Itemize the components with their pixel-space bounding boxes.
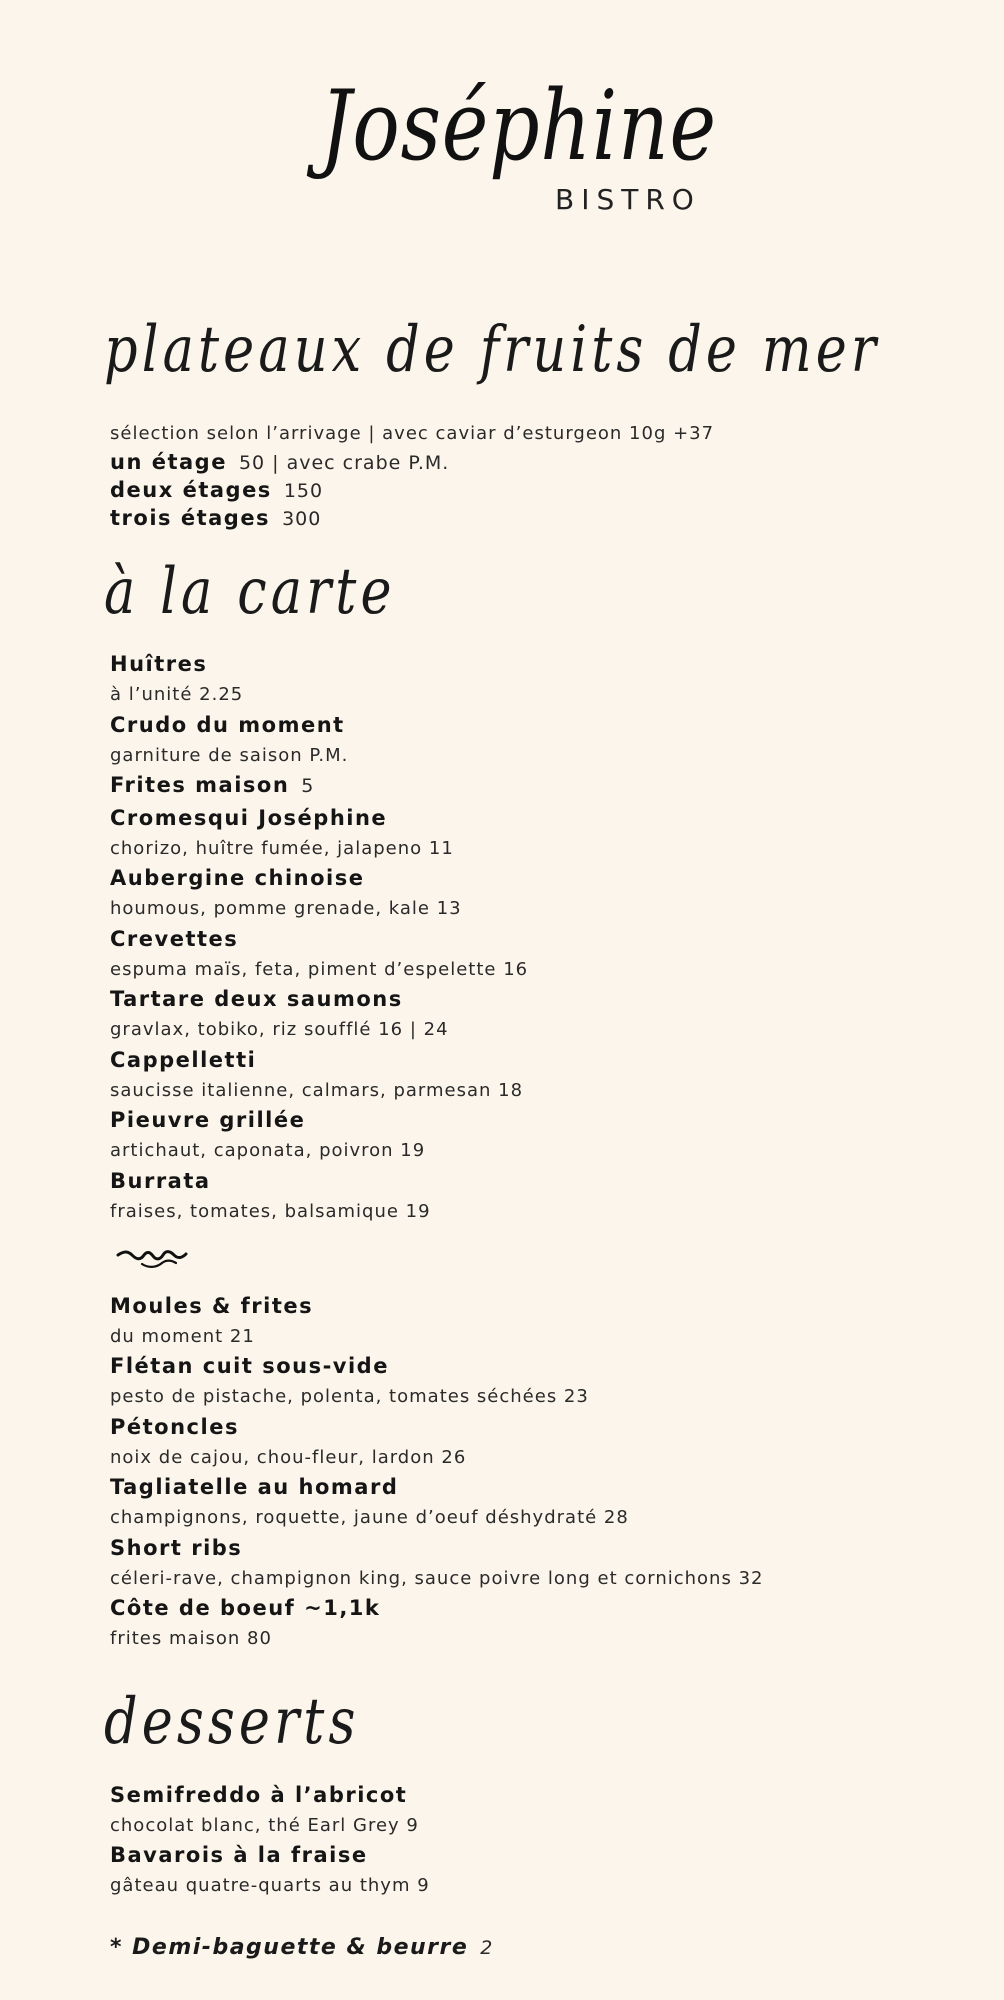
section-title-plateaux: plateaux de fruits de mer <box>104 313 881 387</box>
item-desc: à l’unité 2.25 <box>110 684 244 705</box>
footnote <box>110 1935 493 1960</box>
item-name: Côte de boeuf ~1,1k <box>110 1596 381 1620</box>
wave-icon <box>116 1243 188 1273</box>
footnote-price: 2 <box>480 1937 494 1959</box>
item-name: Aubergine chinoise <box>110 866 365 890</box>
logo-subtitle: BISTRO <box>555 183 701 216</box>
menu-item <box>110 450 449 474</box>
item-name: Huîtres <box>110 652 208 676</box>
item-desc: houmous, pomme grenade, kale 13 <box>110 898 462 919</box>
item-desc: artichaut, caponata, poivron 19 <box>110 1140 426 1161</box>
item-name: Pétoncles <box>110 1415 239 1439</box>
section-title-carte: à la carte <box>104 555 396 629</box>
menu-item <box>110 506 321 530</box>
item-desc: garniture de saison P.M. <box>110 745 349 766</box>
item-desc: chocolat blanc, thé Earl Grey 9 <box>110 1815 419 1836</box>
item-desc: espuma maïs, feta, piment d’espelette 16 <box>110 959 529 980</box>
section-title-desserts: desserts <box>104 1685 360 1759</box>
item-name: Semifreddo à l’abricot <box>110 1783 408 1807</box>
item-desc: céleri-rave, champignon king, sauce poivre long et cornichons 32 <box>110 1568 764 1589</box>
item-name: Crevettes <box>110 927 239 951</box>
item-desc: gâteau quatre-quarts au thym 9 <box>110 1875 430 1896</box>
item-name: Moules & frites <box>110 1294 314 1318</box>
item-name: trois étages <box>110 506 271 530</box>
item-name: Cappelletti <box>110 1048 257 1072</box>
menu-item <box>110 478 323 502</box>
item-desc: chorizo, huître fumée, jalapeno 11 <box>110 838 454 859</box>
item-name: Burrata <box>110 1169 211 1193</box>
item-desc: frites maison 80 <box>110 1628 272 1649</box>
item-name: Bavarois à la fraise <box>110 1843 368 1867</box>
item-desc: gravlax, tobiko, riz soufflé 16 | 24 <box>110 1019 449 1040</box>
logo-script: Joséphine <box>320 70 717 182</box>
item-price: 150 <box>283 480 324 502</box>
menu-item <box>110 773 314 797</box>
item-price: 5 <box>301 775 315 797</box>
item-name: Cromesqui Joséphine <box>110 806 388 830</box>
item-name: Tagliatelle au homard <box>110 1475 399 1499</box>
item-name: Short ribs <box>110 1536 243 1560</box>
item-name: Tartare deux saumons <box>110 987 403 1011</box>
item-desc: noix de cajou, chou-fleur, lardon 26 <box>110 1447 467 1468</box>
item-desc: champignons, roquette, jaune d’oeuf déshydraté 28 <box>110 1507 629 1528</box>
item-desc: fraises, tomates, balsamique 19 <box>110 1201 431 1222</box>
item-name: Frites maison <box>110 773 290 797</box>
item-name: un étage <box>110 450 227 474</box>
item-name: Pieuvre grillée <box>110 1108 306 1132</box>
item-name: Crudo du moment <box>110 713 345 737</box>
item-desc: du moment 21 <box>110 1326 255 1347</box>
plateaux-intro: sélection selon l’arrivage | avec caviar d’esturgeon 10g +37 <box>110 423 715 444</box>
item-name: deux étages <box>110 478 272 502</box>
item-name: Flétan cuit sous-vide <box>110 1354 389 1378</box>
restaurant-logo <box>320 38 717 278</box>
item-price: 50 | avec crabe P.M. <box>238 452 450 474</box>
item-desc: pesto de pistache, polenta, tomates séchées 23 <box>110 1386 589 1407</box>
item-price: 300 <box>282 508 322 530</box>
item-desc: saucisse italienne, calmars, parmesan 18 <box>110 1080 524 1101</box>
footnote-text: * Demi-baguette & beurre <box>110 1935 469 1960</box>
